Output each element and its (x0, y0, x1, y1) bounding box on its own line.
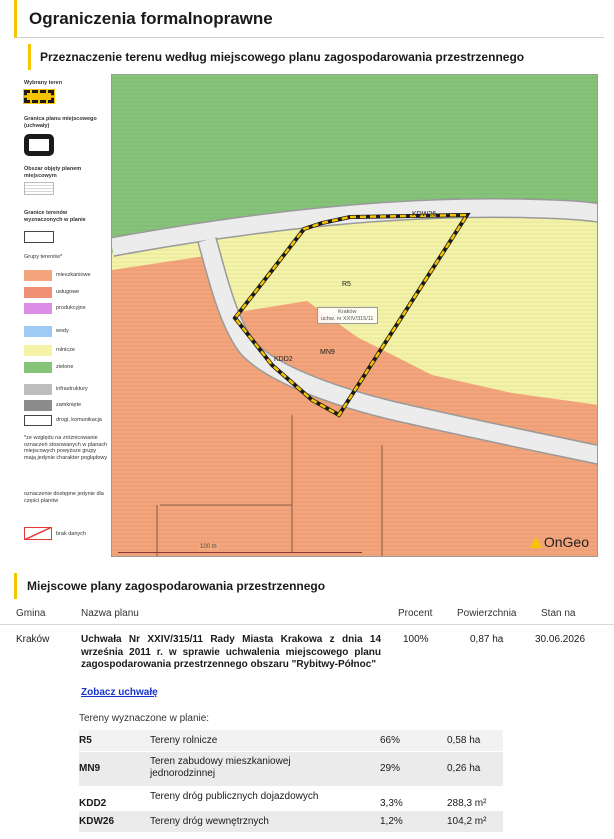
legend-group-swatch (24, 384, 52, 395)
legend-group-label: zielone (56, 364, 74, 370)
zone-percent: 1,2% (380, 816, 403, 827)
legend-group-swatch (24, 362, 52, 373)
map-label-kdw26: KDW26 (412, 211, 437, 218)
ongeo-logo (530, 534, 589, 550)
zone-area: 0,26 ha (447, 763, 481, 774)
legend-zone-boundaries-swatch (24, 231, 54, 243)
legend-footnote: *ze względu na zróżnicowanie oznaczeń stosowanych w planach miejscowych powyższe grupy mają jedynie charakter poglądowy (24, 435, 108, 461)
legend-group-label: wody (56, 328, 69, 334)
col-date: Stan na (541, 608, 576, 619)
plan-name: Uchwała Nr XXIV/315/11 Rady Miasta Krakowa z dnia 14 września 2011 r. w sprawie uchwalenia miejscowego planu zagospodarowania przestrzennego obszaru "Rybitwy-Północ" (81, 634, 381, 670)
zone-area: 288,3 m² (447, 798, 487, 809)
zone-symbol: KDW26 (79, 816, 115, 827)
map-label-r5: R5 (342, 281, 351, 288)
plans-section-title: Miejscowe plany zagospodarowania przestrzennego (14, 573, 325, 599)
legend-group-swatch (24, 415, 52, 426)
zone-row (79, 811, 503, 833)
col-plan-name: Nazwa planu (81, 608, 139, 619)
zone-row (79, 752, 503, 787)
legend-group-label: zamknięte (56, 402, 82, 408)
legend-plan-boundary-label: Granica planu miejscowego (uchwały) (24, 116, 97, 129)
zone-symbol: KDD2 (79, 798, 107, 809)
ongeo-logo-text: OnGeo (543, 534, 589, 550)
legend-selected-area-swatch (24, 90, 54, 103)
map-scale-bar (118, 545, 362, 553)
plan-tag-city: Kraków (338, 309, 357, 315)
page-header (14, 0, 604, 38)
legend-group-label: drogi, komunikacja (56, 417, 102, 423)
map-scale-label: 100 m (200, 544, 217, 550)
ongeo-logo-icon (530, 537, 542, 548)
legend-group-label: produkcyjne (56, 305, 86, 311)
plans-table-header (0, 605, 614, 625)
map-section-title: Przeznaczenie terenu według miejscowego planu zagospodarowania przestrzennego (28, 44, 524, 70)
legend-covered-area-label: Obszar objęty planem miejscowym (24, 166, 82, 179)
legend-group-label: infrastruktury (56, 386, 88, 392)
col-area: Powierzchnia (457, 608, 517, 619)
legend-group-swatch (24, 345, 52, 356)
view-resolution-link[interactable]: Zobacz uchwałę (81, 687, 158, 698)
zones-title: Tereny wyznaczone w planie: (79, 713, 210, 724)
zone-area: 104,2 m² (447, 816, 487, 827)
zoning-map[interactable] (111, 74, 598, 557)
zone-symbol: R5 (79, 735, 92, 746)
zone-row (79, 730, 503, 752)
legend-group-swatch (24, 303, 52, 314)
zone-row (79, 787, 503, 811)
legend-selected-area-label: Wybrany teren (24, 80, 63, 86)
zone-name: Teren zabudowy mieszkaniowej jednorodzinnej (150, 756, 291, 779)
map-legend (22, 78, 108, 548)
legend-no-data-swatch (24, 527, 52, 540)
legend-no-data-label: brak danych (56, 531, 86, 537)
zone-percent: 3,3% (380, 798, 403, 809)
zone-symbol: MN9 (79, 763, 101, 774)
plan-tag[interactable] (317, 307, 378, 324)
zone-name: Tereny dróg wewnętrznych (150, 816, 269, 827)
plan-date: 30.06.2026 (535, 634, 586, 645)
legend-partial-note: oznaczenie dostępne jedynie dla części planów (24, 491, 104, 504)
legend-group-label: rolnicze (56, 347, 75, 353)
col-gmina: Gmina (16, 608, 46, 619)
col-percent: Procent (398, 608, 433, 619)
plan-tag-resolution: uchw. nr XXIV/315/11 (321, 315, 374, 322)
legend-group-swatch (24, 326, 52, 337)
legend-covered-area-swatch (24, 182, 54, 195)
zone-percent: 66% (380, 735, 401, 746)
map-label-mn9: MN9 (320, 349, 335, 356)
plan-percent: 100% (403, 634, 429, 645)
zone-name: Tereny rolnicze (150, 735, 218, 746)
zone-name: Tereny dróg publicznych dojazdowych (150, 791, 319, 802)
zone-area: 0,58 ha (447, 735, 481, 746)
legend-zone-boundaries-label: Granice terenów wyznaczonych w planie (24, 210, 86, 223)
plan-area: 0,87 ha (470, 634, 504, 645)
map-label-kdd2: KDD2 (274, 356, 293, 363)
legend-group-swatch (24, 287, 52, 298)
legend-group-swatch (24, 400, 52, 411)
plan-gmina: Kraków (16, 634, 50, 645)
zone-percent: 29% (380, 763, 401, 774)
page-title: Ograniczenia formalnoprawne (29, 9, 273, 28)
legend-group-swatch (24, 270, 52, 281)
legend-plan-boundary-swatch (24, 134, 54, 156)
legend-group-label: mieszkaniowe (56, 272, 91, 278)
legend-group-label: usługowe (56, 289, 80, 295)
legend-groups-title: Grupy terenów* (24, 254, 63, 260)
